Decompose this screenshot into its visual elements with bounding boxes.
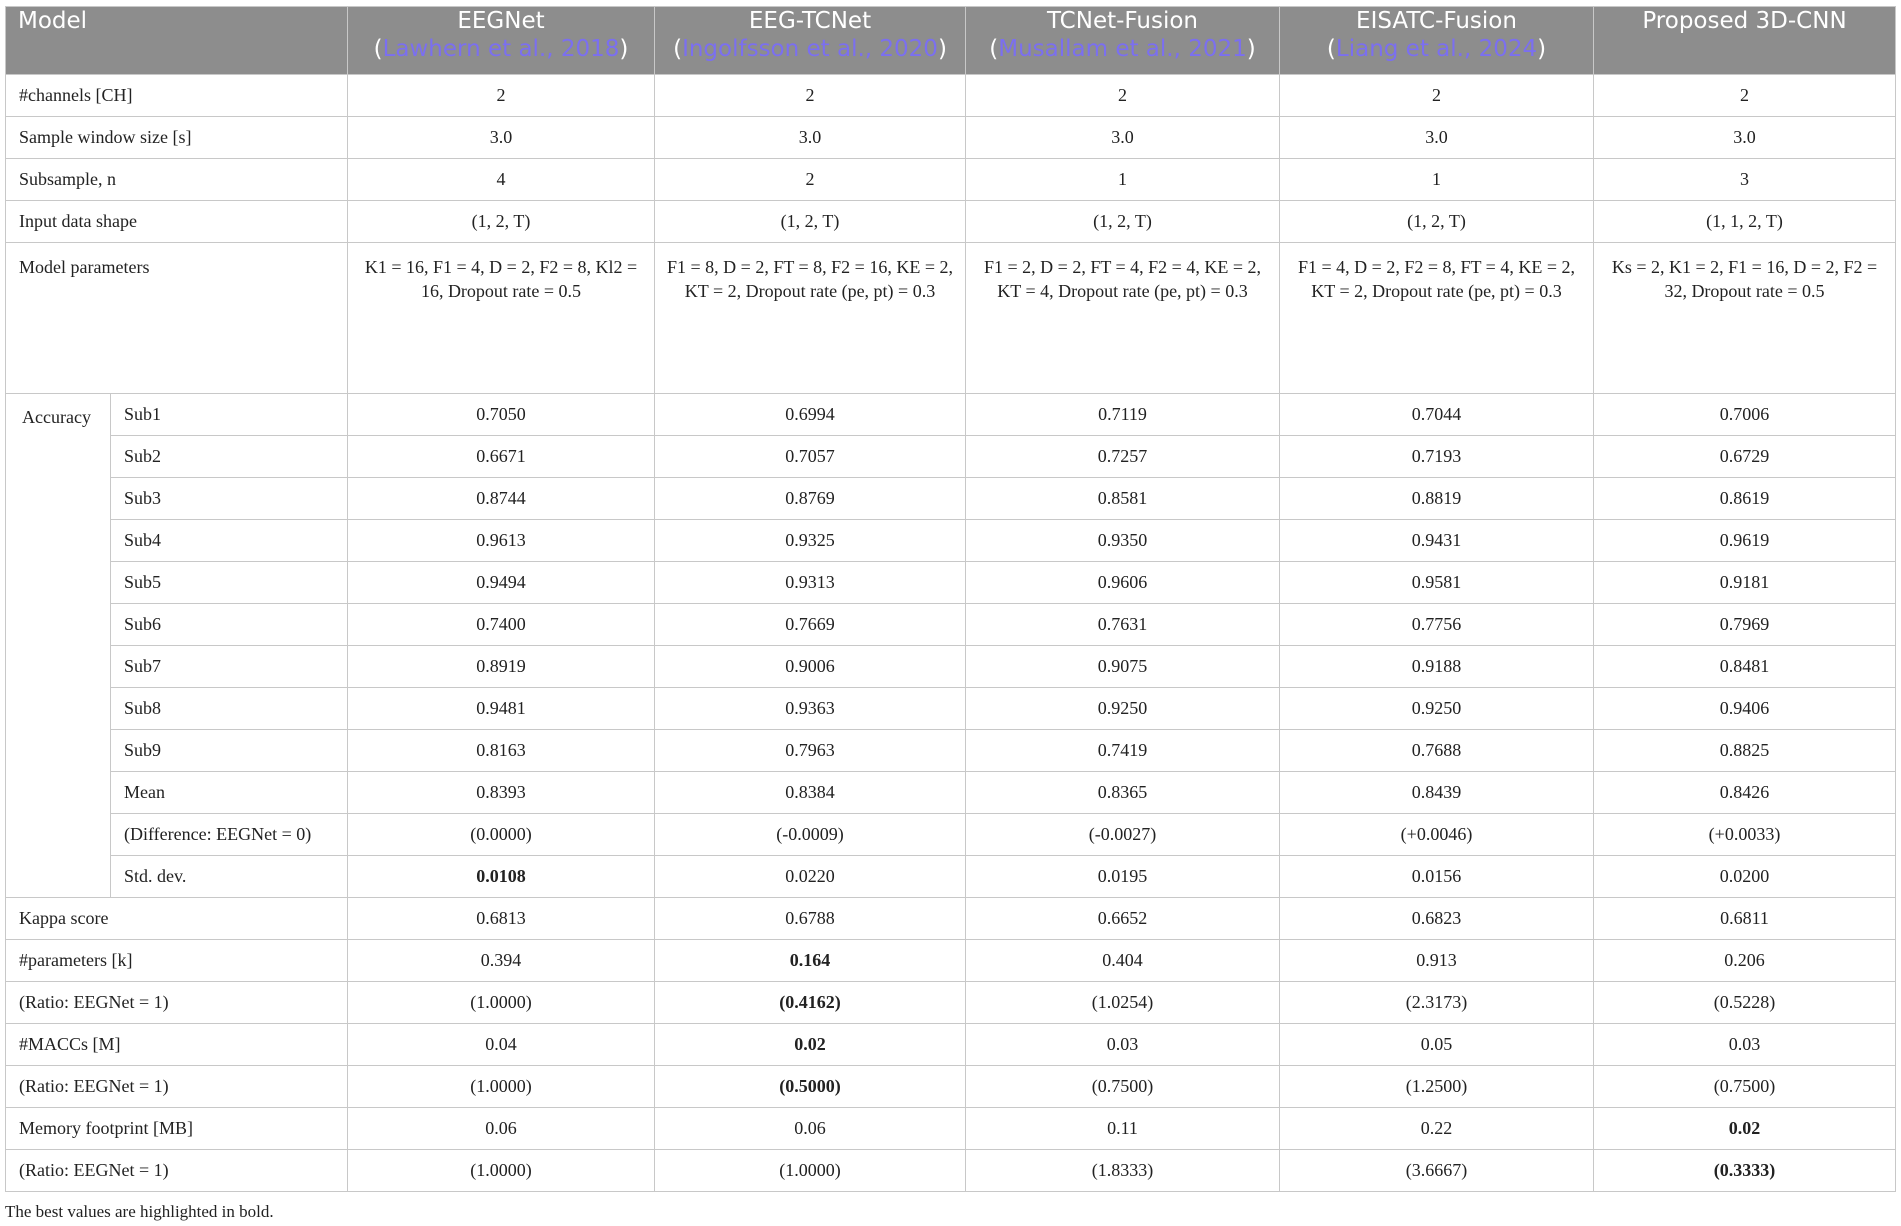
citation-link[interactable]: Liang et al., 2024 — [1335, 36, 1538, 62]
cell: 0.206 — [1594, 940, 1896, 982]
cell-best: (0.3333) — [1594, 1150, 1896, 1192]
row-input-shape — [6, 201, 1896, 243]
cell-best: (0.4162) — [655, 982, 966, 1024]
cell: 0.7688 — [1280, 730, 1594, 772]
cell: 2 — [655, 159, 966, 201]
cell: 0.6811 — [1594, 898, 1896, 940]
cell: 3.0 — [966, 117, 1280, 159]
cell: F1 = 2, D = 2, FT = 4, F2 = 4, KE = 2, KT = 4, Dropout rate (pe, pt) = 0.3 — [966, 243, 1280, 394]
row-label: (Ratio: EEGNet = 1) — [6, 1150, 348, 1192]
cell: 0.8365 — [966, 772, 1280, 814]
cell: (1, 1, 2, T) — [1594, 201, 1896, 243]
cell: 0.9250 — [1280, 688, 1594, 730]
cell: (+0.0046) — [1280, 814, 1594, 856]
header-tcnet-fusion — [966, 7, 1280, 75]
cell: 0.7963 — [655, 730, 966, 772]
row-label: Sub1 — [111, 394, 348, 436]
column-name: Proposed 3D-CNN — [1642, 8, 1847, 34]
row-label: Kappa score — [6, 898, 348, 940]
row-label: (Ratio: EEGNet = 1) — [6, 982, 348, 1024]
cell: 0.9006 — [655, 646, 966, 688]
cell: 0.6813 — [348, 898, 655, 940]
cell: (-0.0027) — [966, 814, 1280, 856]
citation-link[interactable]: Lawhern et al., 2018 — [382, 36, 620, 62]
cell: 0.9363 — [655, 688, 966, 730]
row-label: Std. dev. — [111, 856, 348, 898]
row-channels — [6, 75, 1896, 117]
cell: 0.8426 — [1594, 772, 1896, 814]
cell: 0.913 — [1280, 940, 1594, 982]
cell: (2.3173) — [1280, 982, 1594, 1024]
cell: 0.9181 — [1594, 562, 1896, 604]
cell: 0.6788 — [655, 898, 966, 940]
cell: 0.7419 — [966, 730, 1280, 772]
cell: (-0.0009) — [655, 814, 966, 856]
cell: 0.8163 — [348, 730, 655, 772]
cell: 0.05 — [1280, 1024, 1594, 1066]
row-accuracy-sub5 — [6, 562, 1896, 604]
row-accuracy-sub7 — [6, 646, 1896, 688]
cell: 0.7756 — [1280, 604, 1594, 646]
row-label: Mean — [111, 772, 348, 814]
table-footnote: The best values are highlighted in bold. — [5, 1202, 274, 1221]
cell: 2 — [1280, 75, 1594, 117]
cell: (+0.0033) — [1594, 814, 1896, 856]
cell: 0.9350 — [966, 520, 1280, 562]
row-accuracy-sub9 — [6, 730, 1896, 772]
row-label: Sub6 — [111, 604, 348, 646]
header-eegnet — [348, 7, 655, 75]
cell: 3 — [1594, 159, 1896, 201]
cell: 0.7006 — [1594, 394, 1896, 436]
cell: 0.0220 — [655, 856, 966, 898]
cell: 0.9481 — [348, 688, 655, 730]
row-label: (Ratio: EEGNet = 1) — [6, 1066, 348, 1108]
cell: 0.9581 — [1280, 562, 1594, 604]
cell: 0.03 — [966, 1024, 1280, 1066]
row-label: Subsample, n — [6, 159, 348, 201]
cell: 2 — [655, 75, 966, 117]
cell: 0.7057 — [655, 436, 966, 478]
cell: 2 — [966, 75, 1280, 117]
cell: 0.9075 — [966, 646, 1280, 688]
cell: 2 — [1594, 75, 1896, 117]
column-name: EEGNet — [457, 8, 545, 34]
cell: 0.394 — [348, 940, 655, 982]
row-label: Sub8 — [111, 688, 348, 730]
cell: 0.0156 — [1280, 856, 1594, 898]
cell: 0.9606 — [966, 562, 1280, 604]
header-row — [6, 7, 1896, 75]
header-eeg-tcnet — [655, 7, 966, 75]
cell: 1 — [966, 159, 1280, 201]
cell: (1.0000) — [348, 1066, 655, 1108]
cell: (1, 2, T) — [655, 201, 966, 243]
cell: 0.7669 — [655, 604, 966, 646]
header-proposed-3d-cnn — [1594, 7, 1896, 75]
cell: (1.0254) — [966, 982, 1280, 1024]
row-label: Sample window size [s] — [6, 117, 348, 159]
cell: 0.8769 — [655, 478, 966, 520]
row-label: Sub7 — [111, 646, 348, 688]
cell: (1, 2, T) — [348, 201, 655, 243]
cell: 0.9188 — [1280, 646, 1594, 688]
cell: 2 — [348, 75, 655, 117]
cell: 0.6652 — [966, 898, 1280, 940]
cell: 0.0195 — [966, 856, 1280, 898]
row-kappa — [6, 898, 1896, 940]
cell: 3.0 — [1280, 117, 1594, 159]
cell: 0.9613 — [348, 520, 655, 562]
accuracy-group-label: Accuracy — [6, 394, 111, 898]
cell-best: 0.02 — [1594, 1108, 1896, 1150]
cell: 0.6994 — [655, 394, 966, 436]
cell: F1 = 8, D = 2, FT = 8, F2 = 16, KE = 2, KT = 2, Dropout rate (pe, pt) = 0.3 — [655, 243, 966, 394]
row-label: (Difference: EEGNet = 0) — [111, 814, 348, 856]
cell: 0.22 — [1280, 1108, 1594, 1150]
column-name: EISATC-Fusion — [1356, 8, 1517, 34]
cell-best: 0.164 — [655, 940, 966, 982]
cell: 0.8581 — [966, 478, 1280, 520]
cell: 0.9406 — [1594, 688, 1896, 730]
cell: 4 — [348, 159, 655, 201]
cell: 0.6671 — [348, 436, 655, 478]
row-maccs-ratio — [6, 1066, 1896, 1108]
cell: F1 = 4, D = 2, F2 = 8, FT = 4, KE = 2, KT = 2, Dropout rate (pe, pt) = 0.3 — [1280, 243, 1594, 394]
cell: 0.03 — [1594, 1024, 1896, 1066]
row-label: Sub5 — [111, 562, 348, 604]
row-label: Memory footprint [MB] — [6, 1108, 348, 1150]
cell: (0.5228) — [1594, 982, 1896, 1024]
comparison-table — [5, 6, 1896, 1192]
row-label: #parameters [k] — [6, 940, 348, 982]
cell: 0.0200 — [1594, 856, 1896, 898]
comparison-table-container — [5, 6, 1895, 1192]
cell: 0.8384 — [655, 772, 966, 814]
cell: 0.9325 — [655, 520, 966, 562]
row-label: Sub4 — [111, 520, 348, 562]
row-accuracy-difference — [6, 814, 1896, 856]
row-accuracy-sub2 — [6, 436, 1896, 478]
row-accuracy-sub4 — [6, 520, 1896, 562]
cell: (1, 2, T) — [966, 201, 1280, 243]
cell: 0.8744 — [348, 478, 655, 520]
cell: 0.04 — [348, 1024, 655, 1066]
row-maccs — [6, 1024, 1896, 1066]
cell: 0.7119 — [966, 394, 1280, 436]
row-accuracy-sub6 — [6, 604, 1896, 646]
cell-best: (0.5000) — [655, 1066, 966, 1108]
cell: 0.06 — [348, 1108, 655, 1150]
cell: 0.9250 — [966, 688, 1280, 730]
cell: 3.0 — [348, 117, 655, 159]
cell: 0.7044 — [1280, 394, 1594, 436]
cell: 1 — [1280, 159, 1594, 201]
cell: Ks = 2, K1 = 2, F1 = 16, D = 2, F2 = 32, Dropout rate = 0.5 — [1594, 243, 1896, 394]
row-label: Sub3 — [111, 478, 348, 520]
cell: K1 = 16, F1 = 4, D = 2, F2 = 8, Kl2 = 16, Dropout rate = 0.5 — [348, 243, 655, 394]
cell: 0.06 — [655, 1108, 966, 1150]
citation: (Lawhern et al., 2018) — [373, 36, 629, 62]
cell: 0.7400 — [348, 604, 655, 646]
cell: 0.8481 — [1594, 646, 1896, 688]
row-window-size — [6, 117, 1896, 159]
row-label: Input data shape — [6, 201, 348, 243]
row-label: Sub9 — [111, 730, 348, 772]
column-name: EEG-TCNet — [748, 8, 872, 34]
row-accuracy-std — [6, 856, 1896, 898]
header-model: Model — [6, 7, 348, 75]
cell: 3.0 — [1594, 117, 1896, 159]
cell: 0.404 — [966, 940, 1280, 982]
cell: (0.0000) — [348, 814, 655, 856]
cell: 0.9494 — [348, 562, 655, 604]
row-accuracy-sub3 — [6, 478, 1896, 520]
cell: 0.8619 — [1594, 478, 1896, 520]
row-subsample — [6, 159, 1896, 201]
header-eisatc-fusion — [1280, 7, 1594, 75]
cell: 0.7631 — [966, 604, 1280, 646]
cell: 0.9313 — [655, 562, 966, 604]
cell: (1.2500) — [1280, 1066, 1594, 1108]
cell: 0.9431 — [1280, 520, 1594, 562]
cell: (1.0000) — [655, 1150, 966, 1192]
citation: (Ingolfsson et al., 2020) — [673, 36, 947, 62]
cell: 0.7193 — [1280, 436, 1594, 478]
cell: (0.7500) — [1594, 1066, 1896, 1108]
citation: (Musallam et al., 2021) — [989, 36, 1256, 62]
cell: 3.0 — [655, 117, 966, 159]
cell: 0.8393 — [348, 772, 655, 814]
cell: 0.8919 — [348, 646, 655, 688]
row-label: #channels [CH] — [6, 75, 348, 117]
row-label: #MACCs [M] — [6, 1024, 348, 1066]
cell: 0.8439 — [1280, 772, 1594, 814]
cell: (0.7500) — [966, 1066, 1280, 1108]
cell-best: 0.0108 — [348, 856, 655, 898]
cell: 0.11 — [966, 1108, 1280, 1150]
row-memory — [6, 1108, 1896, 1150]
row-label: Sub2 — [111, 436, 348, 478]
row-parameters — [6, 940, 1896, 982]
column-name: TCNet-Fusion — [1046, 8, 1198, 34]
cell: (1.0000) — [348, 982, 655, 1024]
cell: 0.7257 — [966, 436, 1280, 478]
cell: 0.6729 — [1594, 436, 1896, 478]
row-memory-ratio — [6, 1150, 1896, 1192]
row-parameters-ratio — [6, 982, 1896, 1024]
cell: 0.8825 — [1594, 730, 1896, 772]
cell: (1.8333) — [966, 1150, 1280, 1192]
cell: 0.9619 — [1594, 520, 1896, 562]
row-accuracy-mean — [6, 772, 1896, 814]
row-accuracy-sub1 — [6, 394, 1896, 436]
cell: (3.6667) — [1280, 1150, 1594, 1192]
cell: (1, 2, T) — [1280, 201, 1594, 243]
cell: 0.6823 — [1280, 898, 1594, 940]
row-accuracy-sub8 — [6, 688, 1896, 730]
citation-link[interactable]: Ingolfsson et al., 2020 — [682, 36, 938, 62]
cell-best: 0.02 — [655, 1024, 966, 1066]
cell: 0.7969 — [1594, 604, 1896, 646]
row-label: Model parameters — [6, 243, 348, 394]
cell: 0.8819 — [1280, 478, 1594, 520]
cell: 0.7050 — [348, 394, 655, 436]
citation: (Liang et al., 2024) — [1326, 36, 1547, 62]
row-model-parameters — [6, 243, 1896, 394]
citation-link[interactable]: Musallam et al., 2021 — [998, 36, 1247, 62]
cell: (1.0000) — [348, 1150, 655, 1192]
